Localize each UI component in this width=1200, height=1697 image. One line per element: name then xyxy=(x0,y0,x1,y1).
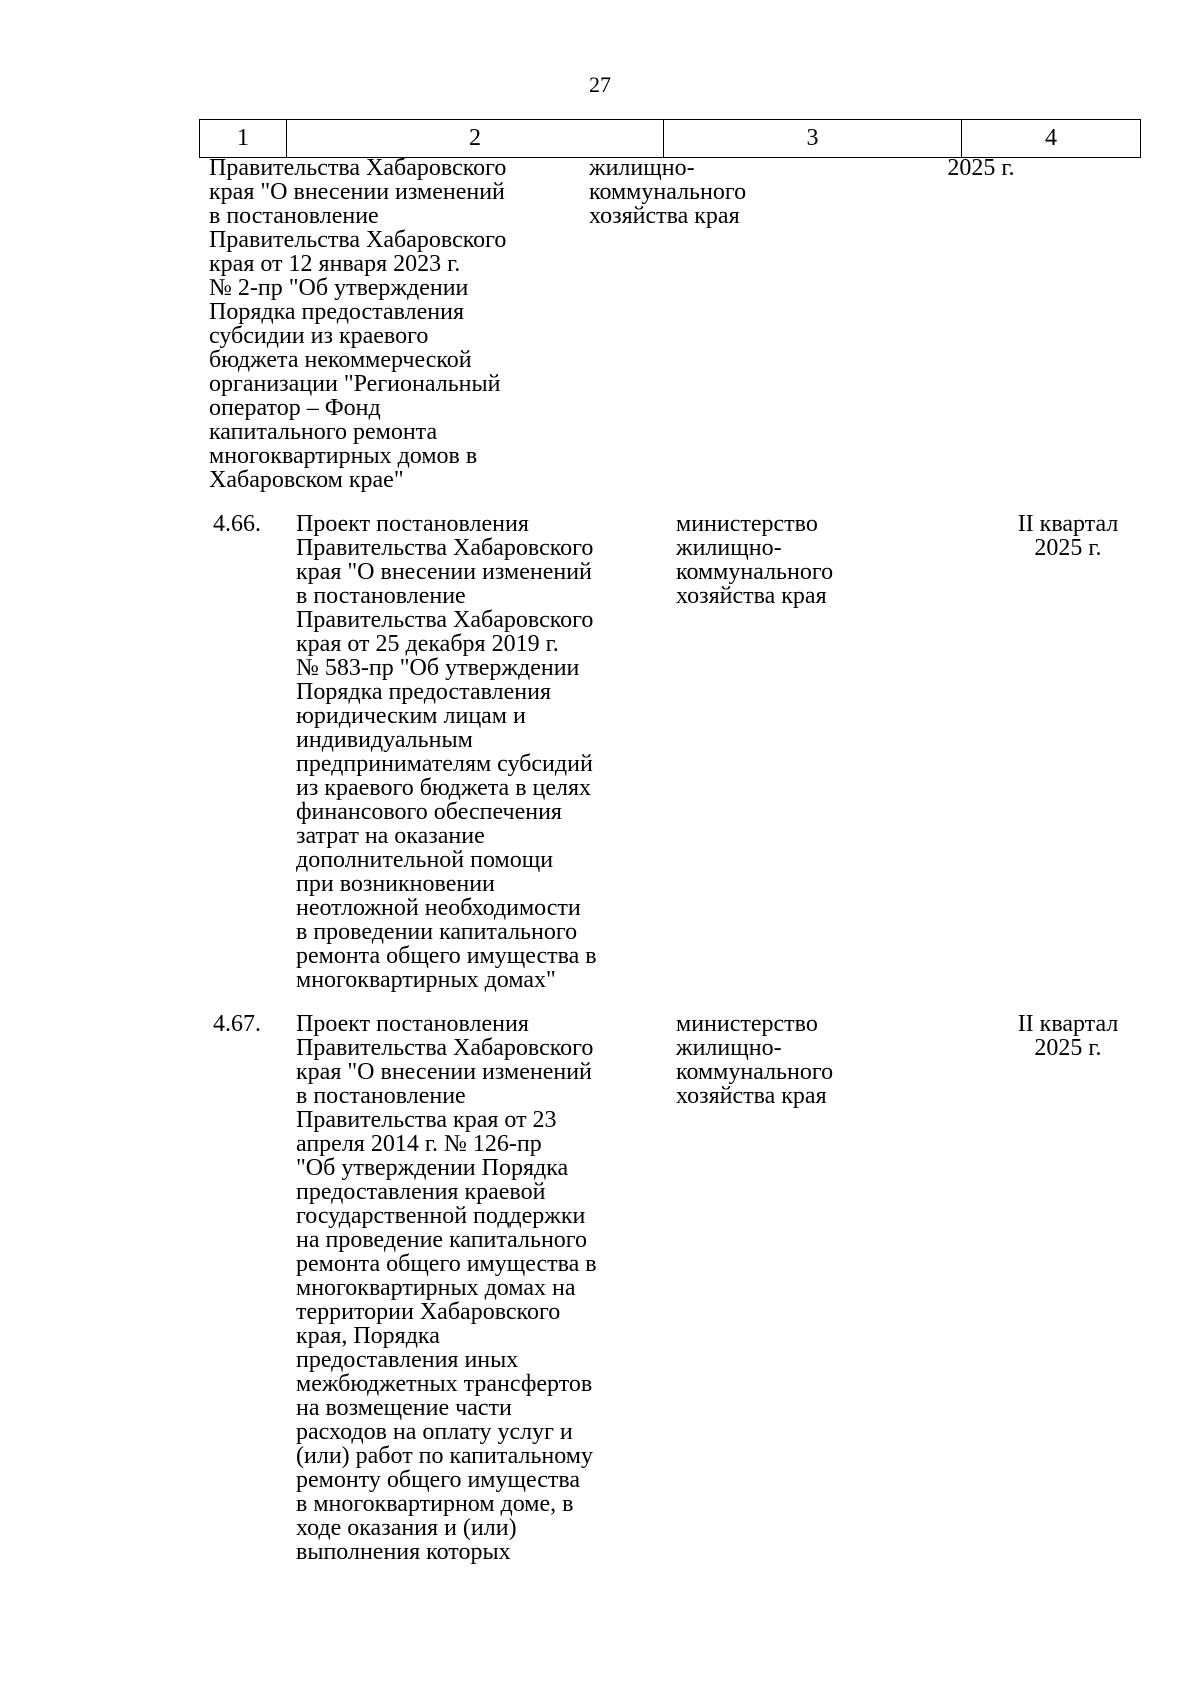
responsible-executor xyxy=(663,512,961,608)
table-body xyxy=(199,156,1141,1584)
document-title xyxy=(199,156,576,492)
document-title-line: Правительства Хабаровского xyxy=(209,227,507,253)
document-title-line: предоставления иных xyxy=(296,1347,519,1373)
responsible-executor-line: хозяйства края xyxy=(676,583,827,609)
responsible-executor-line: хозяйства края xyxy=(589,203,740,229)
document-title-line: на проведение капитального xyxy=(296,1227,588,1253)
document-title-line: Правительства Хабаровского xyxy=(296,1035,594,1061)
document-title-line: бюджета некоммерческой xyxy=(209,347,472,373)
document-title-line: Порядка предоставления xyxy=(209,299,464,325)
document-title-line: оператор – Фонд xyxy=(209,395,381,421)
document-title-line: Правительства Хабаровского xyxy=(296,535,594,561)
document-title-line: Проект постановления xyxy=(296,1011,529,1037)
document-title-line: в постановление xyxy=(296,1083,466,1109)
document-title-line: ремонту общего имущества xyxy=(296,1467,581,1493)
document-title-line: края от 25 декабря 2019 г. xyxy=(296,631,559,657)
responsible-executor-line: жилищно- xyxy=(676,1035,782,1061)
document-title-line: неотложной необходимости xyxy=(296,895,581,921)
table-header-row xyxy=(199,119,1141,158)
document-title-line: дополнительной помощи xyxy=(296,847,554,873)
table-header-col-4: 4 xyxy=(961,120,1141,157)
document-title-line: края от 12 января 2023 г. xyxy=(209,251,461,277)
page-number: 27 xyxy=(589,72,611,97)
document-title-line: на возмещение части xyxy=(296,1395,512,1421)
document-title-line: многоквартирных домах" xyxy=(296,967,556,993)
row-number: 4.66. xyxy=(213,511,261,537)
table-header-col-3: 3 xyxy=(663,120,961,157)
document-title-line: многоквартирных домах на xyxy=(296,1275,576,1301)
document-title-line: края "О внесении изменений xyxy=(296,1059,592,1085)
responsible-executor-line: жилищно- xyxy=(589,155,695,181)
document-title-line: капитального ремонта xyxy=(209,419,438,445)
document-title-line: (или) работ по капитальному xyxy=(296,1443,593,1469)
document-title-line: ремонта общего имущества в xyxy=(296,943,597,969)
document-title-line: № 583-пр "Об утверждении xyxy=(296,655,580,681)
deadline-line: 2025 г. xyxy=(1034,1035,1102,1061)
document-title-line: в постановление xyxy=(209,203,379,229)
table-row xyxy=(199,1012,1141,1564)
deadline xyxy=(874,156,1054,180)
document-title-line: предоставления краевой xyxy=(296,1179,546,1205)
document-title-line: Правительства края от 23 xyxy=(296,1107,557,1133)
document-title-line: "Об утверждении Порядка xyxy=(296,1155,569,1181)
table-header-col-1: 1 xyxy=(199,120,286,157)
document-title-line: № 2-пр "Об утверждении xyxy=(209,275,469,301)
document-title-line: субсидии из краевого xyxy=(209,323,429,349)
document-title-line: в проведении капитального xyxy=(296,919,578,945)
document-title-line: финансового обеспечения xyxy=(296,799,562,825)
document-title-line: выполнения которых xyxy=(296,1539,511,1565)
responsible-executor-line: хозяйства края xyxy=(676,1083,827,1109)
responsible-executor-line: коммунального xyxy=(589,179,747,205)
document-title-line: из краевого бюджета в целях xyxy=(296,775,592,801)
responsible-executor-line: коммунального xyxy=(676,559,834,585)
deadline-line: II квартал xyxy=(1017,511,1119,537)
table-header-col-2: 2 xyxy=(286,120,663,157)
responsible-executor-line: министерство xyxy=(676,1011,818,1037)
responsible-executor-line: жилищно- xyxy=(676,535,782,561)
responsible-executor-line: министерство xyxy=(676,511,818,537)
deadline-line: II квартал xyxy=(1017,1011,1119,1037)
deadline xyxy=(961,1012,1141,1060)
document-title-line: Правительства Хабаровского xyxy=(296,607,594,633)
document-title-line: предпринимателям субсидий xyxy=(296,751,593,777)
document-title-line: территории Хабаровского xyxy=(296,1299,561,1325)
document-title-line: затрат на оказание xyxy=(296,823,485,849)
document-title-line: Хабаровском крае" xyxy=(209,467,404,493)
document-title-line: ходе оказания и (или) xyxy=(296,1515,517,1541)
responsible-executor-line: коммунального xyxy=(676,1059,834,1085)
document-title-line: Порядка предоставления xyxy=(296,679,551,705)
document-title-line: края "О внесении изменений xyxy=(296,559,592,585)
table-row xyxy=(199,512,1141,992)
document-title-line: расходов на оплату услуг и xyxy=(296,1419,573,1445)
responsible-executor xyxy=(576,156,874,228)
document-title xyxy=(286,1012,663,1564)
document-title-line: края "О внесении изменений xyxy=(209,179,505,205)
deadline-line: 2025 г. xyxy=(947,155,1015,181)
document-title-line: межбюджетных трансфертов xyxy=(296,1371,593,1397)
document-title-line: в многоквартирном доме, в xyxy=(296,1491,574,1517)
document-title-line: ремонта общего имущества в xyxy=(296,1251,597,1277)
document-title-line: в постановление xyxy=(296,583,466,609)
document-title-line: края, Порядка xyxy=(296,1323,440,1349)
responsible-executor xyxy=(663,1012,961,1108)
document-title-line: организации "Региональный xyxy=(209,371,501,397)
document-title xyxy=(286,512,663,992)
document-title-line: индивидуальным xyxy=(296,727,473,753)
document-title-line: Проект постановления xyxy=(296,511,529,537)
document-title-line: юридическим лицам и xyxy=(296,703,526,729)
row-number: 4.67. xyxy=(213,1011,261,1037)
document-title-line: государственной поддержки xyxy=(296,1203,586,1229)
table-row xyxy=(199,156,1141,492)
document-title-line: Правительства Хабаровского xyxy=(209,155,507,181)
document-title-line: апреля 2014 г. № 126-пр xyxy=(296,1131,542,1157)
document-title-line: при возникновении xyxy=(296,871,495,897)
document-title-line: многоквартирных домов в xyxy=(209,443,478,469)
deadline-line: 2025 г. xyxy=(1034,535,1102,561)
deadline xyxy=(961,512,1141,560)
